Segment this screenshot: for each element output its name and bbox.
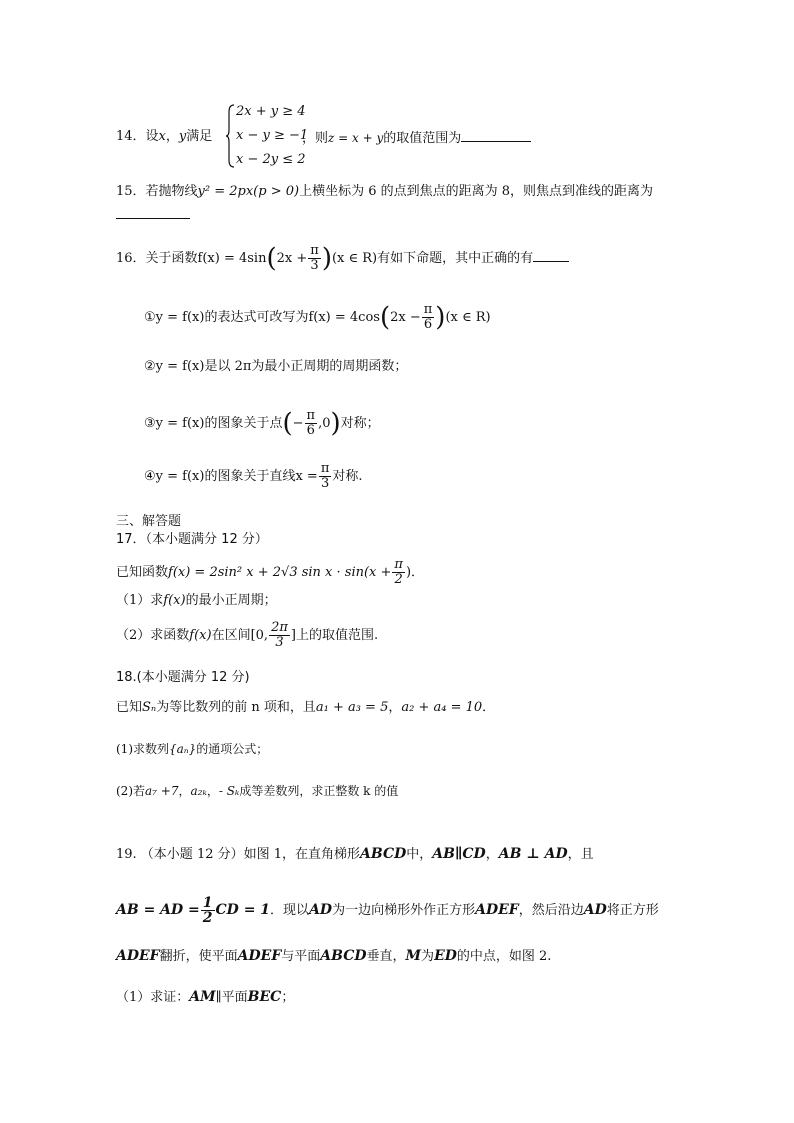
q16-o3-tail: 对称；: [340, 416, 380, 431]
q18-p2-term-3: - Sₖ: [218, 784, 240, 798]
q19-l3-text-d: 为: [421, 949, 435, 964]
q18-p2-comma-2: ，: [206, 784, 219, 798]
q18-part-1: [116, 739, 268, 759]
q17-p1-tail: 的最小正周期；: [185, 593, 277, 608]
q19-line-1: [116, 844, 594, 865]
q16-o3-minus: −: [292, 416, 304, 431]
q16-stem-expr: f(x) = 4sin: [197, 251, 267, 266]
q19-p1-bec: BEC: [247, 989, 282, 1005]
q17-given-close: )．: [405, 565, 425, 580]
q16-o3-lparen: (: [282, 408, 293, 439]
q14-line: [116, 127, 212, 147]
q16-o1-expr: f(x) = 4cos: [308, 310, 380, 325]
q16-o1-6: 6: [423, 317, 433, 332]
q17-given-expr: f(x) = 2sin² x + 2√3 sin x · sin(x +: [168, 565, 392, 580]
q17-p2-frac: [269, 621, 290, 650]
q18-p2-tail: 成等差数列，求正整数 k 的值: [239, 784, 399, 798]
q16-stem-3: 3: [310, 258, 319, 273]
q16-stem-inner: 2x +: [276, 251, 308, 266]
q16-stem: [116, 244, 569, 273]
q14-ineq-1: 2x + y ≥ 4: [236, 104, 306, 119]
q15-text: 15．若抛物线: [116, 184, 198, 199]
q19-l3-text-c: 垂直，: [366, 949, 406, 964]
q19-line-3: [116, 946, 551, 967]
q16-o1-rparen: ): [435, 302, 446, 333]
q18-p1-tail: 的通项公式；: [196, 742, 269, 756]
q19-l2-text-b: 为一边向梯形外作正方形: [332, 903, 476, 918]
q19-l2-den: 2: [202, 910, 213, 926]
q14-then: ，则: [302, 131, 329, 146]
q19-l1-mid: 中，: [406, 847, 433, 862]
q18-p2-term-1: a₇ +7: [145, 784, 179, 798]
q16-o3-zero: ,0: [318, 416, 331, 431]
q14-comma: ，: [165, 129, 179, 144]
q15-line: [116, 182, 653, 202]
q16-o1-inner: 2x −: [390, 310, 421, 325]
q18-given-mid: 为等比数列的前 n 项和，且: [156, 700, 316, 715]
q19-l2-text-c: ，然后沿边: [518, 903, 584, 918]
q14-number: 14．设: [116, 129, 159, 144]
q19-l3-ed: ED: [434, 948, 457, 964]
q17-p2-den: 3: [275, 635, 284, 650]
q15-tail: 上横坐标为 6 的点到焦点的距离为 8，则焦点到准线的距离为: [299, 184, 654, 199]
q19-l2-text-a: ．现以: [270, 903, 310, 918]
q16-o4-tail: 对称.: [332, 469, 363, 484]
q15-expr: y² = 2px(p > 0): [197, 184, 300, 199]
q19-l2-adef: ADEF: [475, 902, 519, 918]
q18-p1-an: {aₙ}: [169, 742, 197, 756]
q17-part-1: [116, 591, 277, 611]
q17-part-2: [116, 621, 378, 650]
q17-p2-text: （2）求函数: [116, 628, 190, 643]
q16-o1-frac: [422, 303, 435, 332]
q16-o3-frac: [305, 409, 318, 438]
q18-p2-term-2: a₂ₖ: [190, 784, 207, 798]
q17-p1-fx: f(x): [163, 593, 186, 608]
q16-o1-pi: π: [423, 302, 433, 317]
q19-l3-text-e: 的中点，如图 2.: [456, 949, 552, 964]
q17-p2-tail: 上的取值范围.: [295, 628, 379, 643]
q16-o3-6: 6: [306, 423, 315, 438]
q19-p1-am: AM: [189, 989, 216, 1005]
q16-o3-text: ③y = f(x)的图象关于点: [144, 416, 283, 431]
q14-ineq-3: x − 2y ≤ 2: [236, 152, 306, 167]
q15-answer-blank: [116, 204, 190, 219]
q19-l2-text-d: 将正方形: [606, 903, 659, 918]
q16-stem-text: 16．关于函数: [116, 251, 198, 266]
q18-end: ．: [482, 700, 496, 715]
q17-p2-interval-open: [0,: [250, 628, 269, 643]
q17-given-pi: π: [394, 557, 403, 572]
q14-objective: z = x + y: [328, 131, 384, 145]
section-heading: 三、解答题: [116, 514, 182, 529]
q16-o3-pi: π: [306, 408, 316, 423]
q16-lparen: (: [266, 243, 277, 274]
q17-p2-mid: 在区间: [211, 628, 251, 643]
q14-tail: 的取值范围为: [383, 131, 462, 146]
q19-l2-ad-2: AD: [583, 902, 607, 918]
q17-head: 17．（本小题满分 12 分）: [116, 532, 268, 547]
q18-cond-2: a₂ + a₄ = 10: [401, 700, 483, 715]
q16-o4-text: ④y = f(x)的图象关于直线: [144, 469, 296, 484]
q14-cond: 满足: [186, 129, 213, 144]
q19-part-1: [116, 987, 294, 1008]
q19-l2-eq: AB = AD =: [116, 902, 200, 918]
q19-l1-tail: ，且: [567, 847, 594, 862]
q19-p1-mid: ∥平面: [215, 990, 248, 1005]
q14-ineq-2: x − y ≥ −1: [236, 128, 309, 143]
q19-l2-num: 1: [202, 895, 213, 911]
q16-stem-pi: π: [310, 243, 319, 258]
q19-l1-comma: ，: [485, 847, 499, 862]
q19-l1-text: 19. （本小题 12 分）如图 1，在直角梯形: [116, 847, 361, 862]
q16-o1-domain: (x ∈ R): [445, 310, 491, 325]
q19-l3-adef: ADEF: [116, 948, 160, 964]
q14-var-y: y: [178, 129, 187, 144]
q16-o4-x: x =: [295, 469, 318, 484]
q17-p1-text: （1）求: [116, 593, 164, 608]
q16-o1-lparen: (: [379, 302, 391, 333]
q18-sep: ，: [388, 700, 402, 715]
q18-given-text: 已知: [116, 700, 143, 715]
q18-p2-comma-1: ，: [178, 784, 191, 798]
q14-line-tail: [302, 127, 531, 149]
q16-option-2: [144, 357, 407, 377]
q16-option-3: [144, 409, 380, 438]
q19-l2-ad: AD: [309, 902, 333, 918]
q18-sn: Sₙ: [142, 700, 157, 715]
q19-l2-cd: CD = 1: [215, 902, 271, 918]
q16-option-1: [144, 303, 491, 332]
q18-p2-text: (2)若: [116, 784, 145, 798]
q16-o4-3: 3: [320, 476, 330, 491]
q16-o1-text: ①y = f(x)的表达式可改写为: [144, 310, 309, 325]
q14-answer-blank: [461, 127, 531, 142]
q16-stem-frac: [308, 244, 321, 273]
q19-perpendicular: AB ⊥ AD: [498, 846, 568, 862]
q19-p1-end: ；: [281, 990, 295, 1005]
q16-o4-pi: π: [320, 461, 330, 476]
q19-abcd: ABCD: [360, 846, 407, 862]
q17-given-frac: [392, 558, 405, 587]
q17-p2-num: 2π: [271, 620, 288, 635]
q17-p2-fx: f(x): [189, 628, 212, 643]
q16-o4-frac: [319, 462, 332, 491]
q17-given-2: 2: [394, 572, 403, 587]
q16-stem-tail: 有如下命题，其中正确的有: [377, 251, 534, 266]
q18-given: [116, 698, 495, 718]
q16-stem-domain: (x ∈ R): [331, 251, 378, 266]
q19-l3-m: M: [405, 948, 422, 964]
q19-l2-frac: [201, 896, 215, 925]
q16-option-4: [144, 462, 363, 491]
q16-o3-rparen: ): [330, 408, 341, 439]
q19-p1-text: （1）求证：: [116, 990, 190, 1005]
q14-brace: [225, 104, 235, 168]
q18-part-2: [116, 781, 398, 801]
q19-line-2: [116, 896, 659, 925]
q19-l3-text-a: 翻折，使平面: [159, 949, 238, 964]
q19-l3-adef-2: ADEF: [237, 948, 282, 964]
q19-l3-abcd: ABCD: [320, 948, 367, 964]
q19-l3-text-b: 与平面: [281, 949, 321, 964]
q14-var-x: x: [158, 129, 166, 144]
q17-given-text: 已知函数: [116, 565, 169, 580]
q18-head: 18.(本小题满分 12 分): [116, 670, 250, 685]
q16-rparen: ): [321, 243, 332, 274]
q19-parallel: AB∥CD: [432, 846, 486, 862]
q16-answer-blank: [533, 247, 569, 262]
q17-given: [116, 558, 424, 587]
q18-p1-text: (1)求数列: [116, 742, 169, 756]
q18-cond-1: a₁ + a₃ = 5: [315, 700, 389, 715]
q16-o2-text: ②y = f(x)是以 2π为最小正周期的周期函数；: [144, 359, 408, 374]
q17-p2-interval-close: ]: [290, 628, 296, 643]
q15-blank-line: [116, 204, 190, 226]
